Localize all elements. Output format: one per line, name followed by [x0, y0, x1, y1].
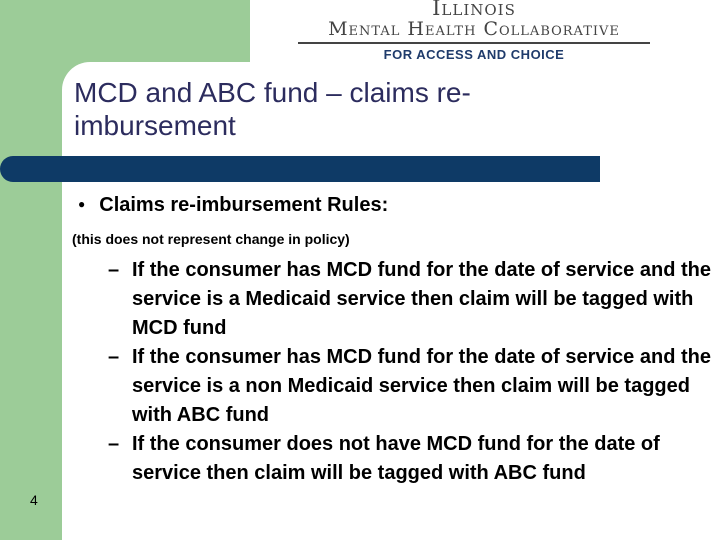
rules-list	[108, 256, 718, 488]
rule-heading-row	[78, 194, 388, 217]
list-item-text: If the consumer has MCD fund for the date of service and the service is a Medicaid service then claim will be tagged with MCD fund	[132, 259, 711, 339]
dash-bullet-icon: –	[108, 433, 120, 455]
list-item	[108, 430, 718, 488]
slide-title: MCD and ABC fund – claims re-imbursement	[74, 77, 471, 141]
rule-heading: Claims re-imbursement Rules:	[99, 194, 389, 216]
page-number: 4	[30, 492, 38, 508]
logo-tagline: FOR ACCESS AND CHOICE	[383, 47, 565, 62]
list-item-text: If the consumer does not have MCD fund for the date of service then claim will be tagged with ABC fund	[132, 433, 660, 484]
list-item-text: If the consumer has MCD fund for the date of service and the service is a non Medicaid service then claim will be tagged with ABC fund	[132, 346, 711, 426]
title-divider-bar	[0, 156, 600, 182]
top-accent-bar	[0, 0, 250, 62]
logo-line-illinois: Illinois	[432, 0, 516, 20]
logo-line-collaborative: Mental Health Collaborative	[298, 18, 650, 44]
dash-bullet-icon: –	[108, 259, 120, 281]
logo	[298, 0, 650, 64]
policy-note: (this does not represent change in policy)	[72, 231, 350, 247]
list-item	[108, 256, 718, 343]
list-item	[108, 343, 718, 430]
left-accent-bar	[0, 0, 62, 540]
bullet-icon: ●	[78, 197, 86, 211]
dash-bullet-icon: –	[108, 346, 120, 368]
